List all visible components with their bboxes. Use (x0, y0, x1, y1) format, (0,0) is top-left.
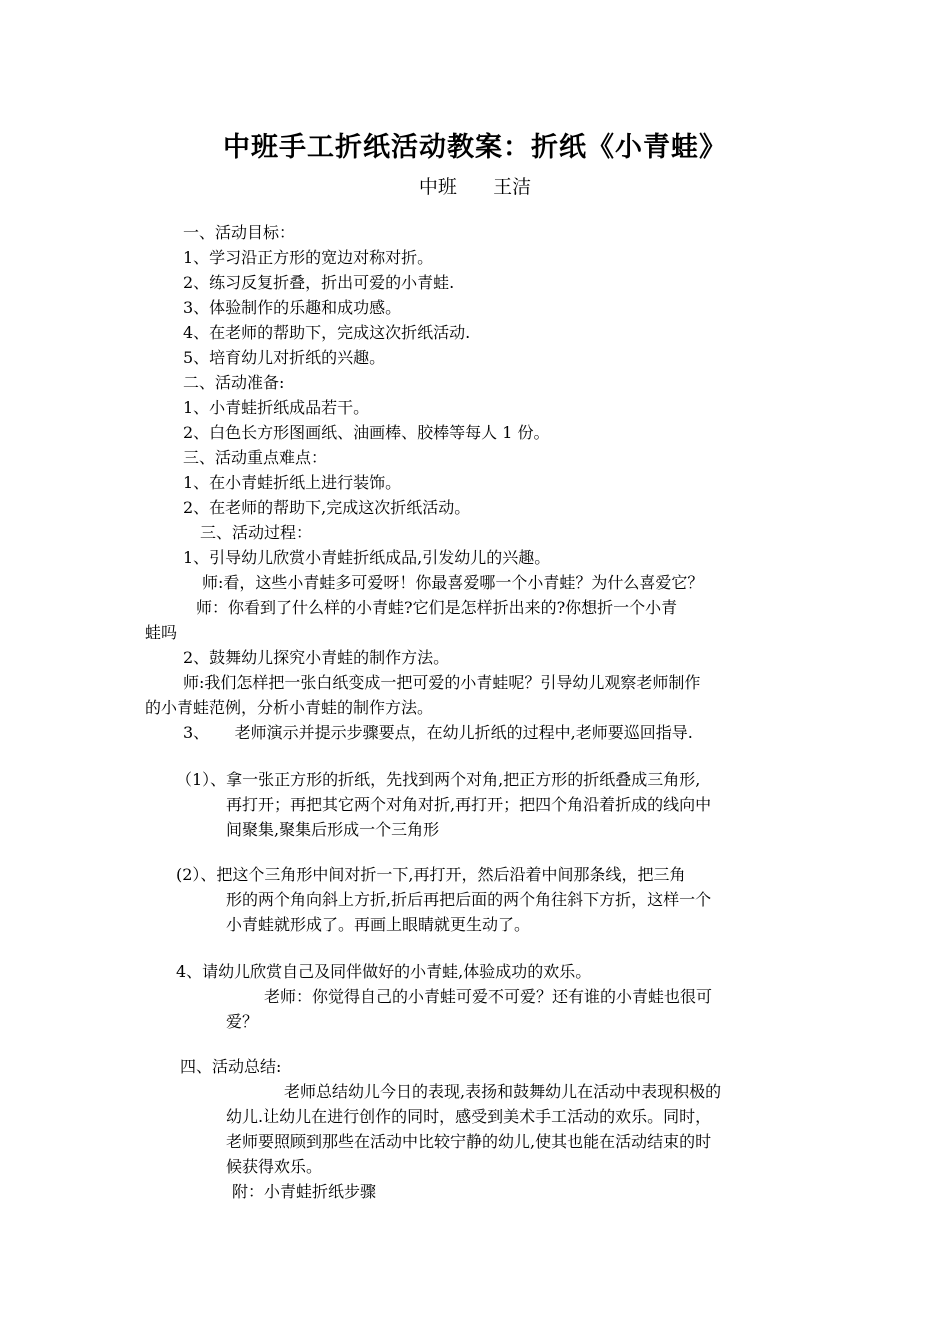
goal-item: 4、在老师的帮助下，完成这次折纸活动. (183, 323, 471, 342)
goal-item: 2、练习反复折叠，折出可爱的小青蛙. (183, 273, 455, 292)
sub-step-cont: 再打开；再把其它两个对角对折,再打开；把四个角沿着折成的线向中 (226, 795, 712, 814)
summary-line: 老师总结幼儿今日的表现,表扬和鼓舞幼儿在活动中表现积极的 (284, 1082, 722, 1101)
sub-step: （1）、拿一张正方形的折纸，先找到两个对角,把正方形的折纸叠成三角形, (176, 770, 701, 789)
summary-line: 幼儿.让幼儿在进行创作的同时，感受到美术手工活动的欢乐。同时， (226, 1107, 712, 1126)
key-item: 2、在老师的帮助下,完成这次折纸活动。 (183, 498, 471, 517)
appendix-note: 附：小青蛙折纸步骤 (232, 1182, 377, 1201)
page-subtitle: 中班 王洁 (418, 176, 532, 198)
teacher-question-cont: 的小青蛙范例，分析小青蛙的制作方法。 (145, 698, 434, 717)
sub-step: (2）、把这个三角形中间对折一下,再打开，然后沿着中间那条线，把三角 (176, 865, 686, 884)
teacher-question: 师：你看到了什么样的小青蛙?它们是怎样折出来的?你想折一个小青 (196, 598, 678, 617)
key-heading: 三、活动重点难点： (183, 448, 328, 467)
page-title: 中班手工折纸活动教案：折纸《小青蛙》 (223, 132, 727, 163)
sub-step-cont: 形的两个角向斜上方折,折后再把后面的两个角往斜下方折，这样一个 (226, 890, 712, 909)
prep-item: 2、白色长方形图画纸、油画棒、胶棒等每人 1 份。 (183, 423, 550, 442)
teacher-question-cont: 爱？ (226, 1012, 259, 1031)
goal-item: 3、体验制作的乐趣和成功感。 (183, 298, 402, 317)
summary-line: 老师要照顾到那些在活动中比较宁静的幼儿,使其也能在活动结束的时 (226, 1132, 712, 1151)
prep-heading: 二、活动准备: (183, 373, 285, 392)
summary-heading: 四、活动总结: (180, 1057, 282, 1076)
teacher-question: 师:看，这些小青蛙多可爱呀！你最喜爱哪一个小青蛙？为什么喜爱它？ (202, 573, 704, 592)
process-step: 2、鼓舞幼儿探究小青蛙的制作方法。 (183, 648, 450, 667)
sub-step-cont: 小青蛙就形成了。再画上眼睛就更生动了。 (226, 915, 531, 934)
goals-heading: 一、活动目标： (183, 223, 296, 242)
teacher-question-cont: 蛙吗 (145, 623, 178, 642)
goal-item: 1、学习沿正方形的宽边对称对折。 (183, 248, 434, 267)
key-item: 1、在小青蛙折纸上进行装饰。 (183, 473, 402, 492)
teacher-question: 老师：你觉得自己的小青蛙可爱不可爱？还有谁的小青蛙也很可 (264, 987, 713, 1006)
summary-line: 候获得欢乐。 (226, 1157, 323, 1176)
teacher-question: 师:我们怎样把一张白纸变成一把可爱的小青蛙呢？引导幼儿观察老师制作 (183, 673, 701, 692)
goal-item: 5、培育幼儿对折纸的兴趣。 (183, 348, 386, 367)
process-step: 4、请幼儿欣赏自己及同伴做好的小青蛙,体验成功的欢乐。 (176, 962, 592, 981)
process-step: 1、引导幼儿欣赏小青蛙折纸成品,引发幼儿的兴趣。 (183, 548, 551, 567)
prep-item: 1、小青蛙折纸成品若干。 (183, 398, 370, 417)
process-step: 3、 老师演示并提示步骤要点，在幼儿折纸的过程中,老师要巡回指导. (183, 723, 693, 742)
process-heading: 三、活动过程： (200, 523, 313, 542)
sub-step-cont: 间聚集,聚集后形成一个三角形 (226, 820, 440, 839)
